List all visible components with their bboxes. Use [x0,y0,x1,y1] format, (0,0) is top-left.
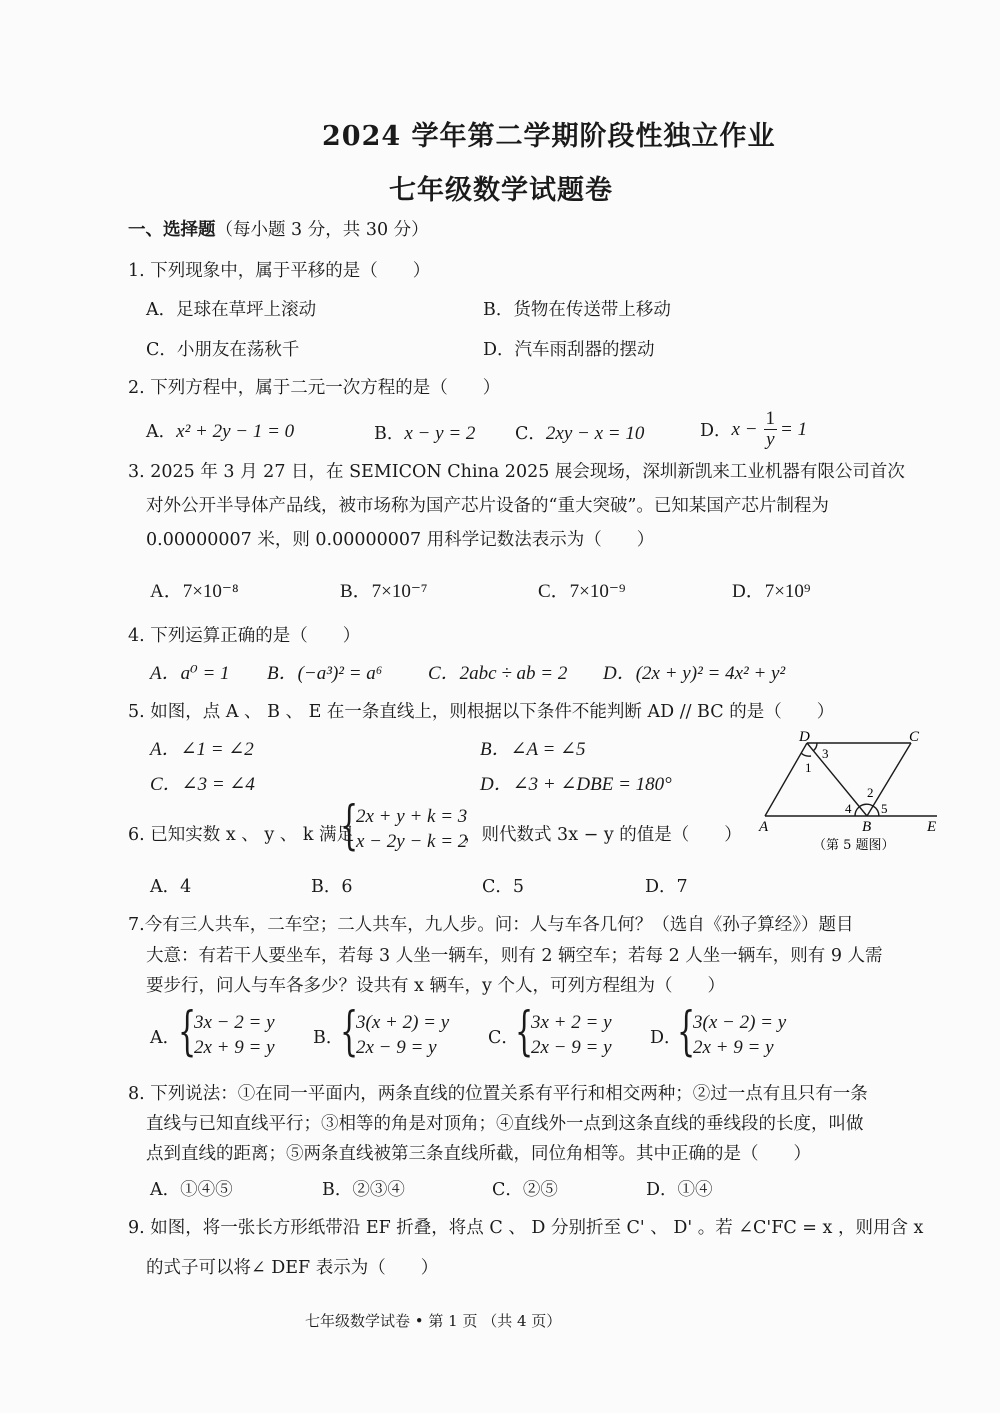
q5-option-d: D．∠3 + ∠DBE = 180° [480,774,672,795]
q3-option-c: C．7×10⁻⁹ [538,581,626,602]
q2-option-d-post: = 1 [780,418,808,440]
q7-option-c-label: C． [488,1028,519,1048]
angle-arc-2 [859,804,873,807]
q7-option-a-label: A． [150,1028,181,1048]
q5-figure [755,725,950,860]
page-footer: 七年级数学试卷 • 第 1 页 （共 4 页） [305,1312,562,1330]
label-a: A [759,819,769,835]
label-d: D [799,729,810,745]
page-title: 2024 学年第二学期阶段性独立作业 [322,121,776,152]
q8-line3: 点到直线的距离；⑤两条直线被第三条直线所截，同位角相等。其中正确的是（ ） [146,1144,811,1164]
q7-option-d-eq1: 3(x − 2) = y [693,1012,787,1033]
label-e: E [927,819,937,835]
q4-option-d: D．(2x + y)² = 4x² + y² [603,663,786,684]
q2-stem: 2. 下列方程中，属于二元一次方程的是（ ） [128,378,501,398]
q6-option-a: A．4 [150,877,192,897]
q2-option-d-denominator: y [766,429,775,450]
page-subtitle: 七年级数学试题卷 [389,175,613,206]
q2-option-b-label: B． [374,424,405,444]
label-4: 4 [845,801,852,816]
q5-option-a: A．∠1 = ∠2 [150,739,254,760]
q7-option-c-eq1: 3x + 2 = y [531,1012,612,1033]
label-b: B [862,819,872,835]
q2-option-d-label: D． [700,421,732,441]
q6-option-c: C．5 [482,877,525,897]
figure-caption: （第 5 题图） [813,838,895,853]
segment-db [807,743,867,816]
q7-option-c-system [515,1002,625,1064]
q2-option-a-expr: x² + 2y − 1 = 0 [176,421,295,442]
q8-option-b: B．②③④ [322,1180,405,1200]
q4-option-a: A．a⁰ = 1 [150,663,230,684]
q6-brace: { [340,796,359,856]
label-1: 1 [805,760,812,775]
q2-option-d-pre: x − [731,418,758,440]
q7-option-c-brace: { [515,1002,534,1062]
q8-option-a: A．①④⑤ [150,1180,233,1200]
q7-option-d-system [677,1002,797,1064]
q1-option-d: D．汽车雨刮器的摆动 [483,340,655,360]
angle-arc-4 [855,807,859,816]
q7-option-a-eq2: 2x + 9 = y [194,1037,275,1058]
q7-option-c-eq2: 2x − 9 = y [531,1037,612,1058]
q1-option-c: C．小朋友在荡秋千 [146,340,300,360]
q7-option-d-eq2: 2x + 9 = y [693,1037,774,1058]
angle-arc-3 [813,743,817,751]
q9-line1: 9. 如图，将一张长方形纸带沿 EF 折叠，将点 C 、 D 分别折至 C' 、 D' 。若 ∠C'FC = x ，则用含 x [128,1218,924,1238]
q3-line3: 0.00000007 米，则 0.00000007 用科学记数法表示为（ ） [146,530,655,550]
q1-option-a: A．足球在草坪上滚动 [146,300,317,320]
q7-line1: 7.今有三人共车，二车空；二人共车，九人步。问：人与车各几何？（选自《孙子算经》）题目 [128,915,854,935]
q2-option-c-expr: 2xy − x = 10 [545,423,645,444]
label-3: 3 [822,746,829,761]
q5-stem: 5. 如图，点 A 、 B 、 E 在一条直线上，则根据以下条件不能判断 AD // BC 的是（ ） [128,702,835,722]
q7-option-b-eq1: 3(x + 2) = y [356,1012,450,1033]
q8-option-d: D．①④ [646,1180,713,1200]
q7-option-b-brace: { [340,1002,359,1062]
q1-stem: 1. 下列现象中，属于平移的是（ ） [128,261,431,281]
label-2: 2 [867,785,874,800]
q6-stem-post: ，则代数式 3x − y 的值是（ ） [464,825,742,845]
q4-option-b: B．(−a³)² = a⁶ [267,663,383,684]
q2-option-d-numerator: 1 [765,408,776,429]
q4-stem: 4. 下列运算正确的是（ ） [128,626,361,646]
q7-option-a-system [178,1002,288,1064]
section-heading-label: 一、选择题 [128,220,216,240]
q6-option-b: B．6 [311,877,353,897]
q7-line2: 大意：有若干人要坐车，若每 3 人坐一辆车，则有 2 辆空车；若每 2 人坐一辆车，则有 9 人需 [146,946,883,966]
q3-option-b: B．7×10⁻⁷ [340,581,428,602]
segment-bc [867,743,911,816]
q8-line1: 8. 下列说法：①在同一平面内，两条直线的位置关系有平行和相交两种；②过一点有且只有一条 [128,1084,868,1104]
q6-stem-pre: 6. 已知实数 x 、 y 、 k 满足 [128,825,354,845]
q3-line2: 对外公开半导体产品线，被市场称为国产芯片设备的“重大突破”。已知某国产芯片制程为 [146,496,829,516]
q7-option-d-label: D． [650,1028,682,1048]
q6-eq1: 2x + y + k = 3 [356,806,468,827]
q7-option-b-label: B． [313,1028,344,1048]
section-heading-note: （每小题 3 分，共 30 分） [215,220,429,240]
q2-option-c-label: C． [515,424,546,444]
angle-arc-5 [873,806,879,816]
segment-ad [765,743,807,816]
angle-arc-1 [801,753,811,756]
q7-option-b-system [340,1002,460,1064]
q2-option-d [700,409,807,450]
q3-option-d: D．7×10⁹ [732,581,811,602]
q6-system [340,796,470,858]
q5-option-b: B．∠A = ∠5 [480,739,586,760]
q2-option-d-fraction [764,409,778,450]
q9-line2: 的式子可以将∠ DEF 表示为（ ） [146,1258,439,1278]
q6-option-d: D．7 [645,877,688,897]
q2-option-a [146,418,294,443]
label-c: C [909,729,920,745]
q8-option-c: C．②⑤ [492,1180,558,1200]
q3-option-a: A．7×10⁻⁸ [150,581,239,602]
q7-line3: 要步行，问人与车各多少？设共有 x 辆车，y 个人，可列方程组为（ ） [146,976,725,996]
q2-option-b-expr: x − y = 2 [404,423,476,444]
q5-option-c: C．∠3 = ∠4 [150,774,255,795]
section-heading [128,216,429,241]
q7-option-a-eq1: 3x − 2 = y [194,1012,275,1033]
q7-option-b-eq2: 2x − 9 = y [356,1037,437,1058]
q8-line2: 直线与已知直线平行；③相等的角是对顶角；④直线外一点到这条直线的垂线段的长度，叫做 [146,1114,864,1134]
q7-option-a-brace: { [178,1002,197,1062]
q2-option-b [374,420,475,445]
q3-line1: 3. 2025 年 3 月 27 日，在 SEMICON China 2025 展会现场，深圳新凯来工业机器有限公司首次 [128,462,905,482]
label-5: 5 [881,801,888,816]
q7-option-d-brace: { [677,1002,696,1062]
q6-eq2: x − 2y − k = 2 [356,831,468,852]
q2-option-c [515,420,644,445]
q4-option-c: C．2abc ÷ ab = 2 [428,663,568,684]
q2-option-a-label: A． [146,422,177,442]
q1-option-b: B．货物在传送带上移动 [483,300,671,320]
